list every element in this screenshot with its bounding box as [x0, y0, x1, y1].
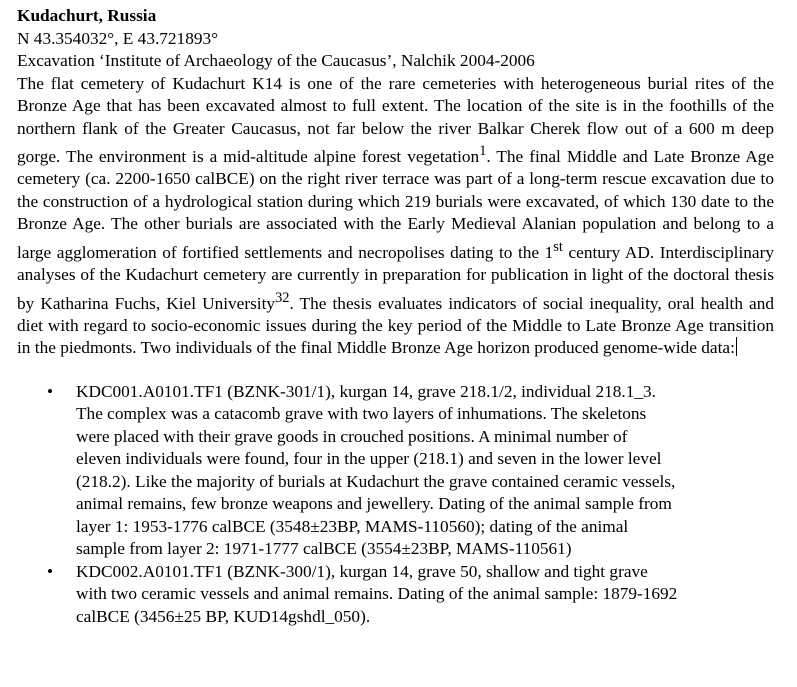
list-item-line: animal remains, few bronze weapons and jewellery. Dating of the animal sample from: [76, 494, 672, 514]
site-coordinates: N 43.354032°, E 43.721893°: [17, 28, 219, 48]
text-cursor: [736, 337, 737, 356]
sample-list: [17, 381, 774, 629]
list-item-line: eleven individuals were found, four in the upper (218.1) and seven in the lower level: [76, 449, 662, 469]
excavation-info: Excavation ‘Institute of Archaeology of the Caucasus’, Nalchik 2004-2006: [17, 51, 535, 70]
paragraph-text: The flat cemetery of Kudachurt K14 is one of the rare cemeteries with heterogeneous burial rites of the Bronze Age that has been excavated almost to full extent. The location of the site is in the foothills of the northern flank of the Greater Caucasus, not far below the river Balkar Cherek flow out of a 600 m deep gorge. The environment is a mid-altitude alpine forest vegetation: [17, 73, 774, 166]
footnote-ref-1: 1: [479, 143, 487, 159]
list-item: [17, 561, 774, 629]
bullet-icon: •: [47, 381, 54, 401]
list-item-line: were placed with their grave goods in crouched positions. A minimal number of: [76, 426, 628, 446]
paragraph-text: . The thesis evaluates indicators of social inequality, oral health and diet with regard to socio-economic issues during the key period of the Middle to Late Bronze Age transition in the piedmonts. Two individuals of the final Middle Bronze Age horizon produced genome-wide data:: [17, 293, 774, 358]
bullet-icon: •: [47, 561, 54, 581]
list-item-line: KDC002.A0101.TF1 (BZNK-300/1), kurgan 14, grave 50, shallow and tight grave: [76, 561, 648, 581]
list-item-line: sample from layer 2: 1971-1777 calBCE (3554±23BP, MAMS-110561): [76, 539, 572, 559]
list-item: [17, 381, 774, 561]
site-title: Kudachurt, Russia: [17, 6, 157, 25]
ordinal-superscript: st: [553, 238, 563, 255]
list-item-line: (218.2). Like the majority of burials at Kudachurt the grave contained ceramic vessels,: [76, 471, 676, 491]
paragraph-text: . The final Middle and Late Bronze Age cemetery (ca. 2200-1650 calBCE) on the right river terrace was part of a long-term rescue excavation due to the construction of a hydrological station during which 219 burials were excavated, of which 130 date to the Bronze Age. The other burials are associated with the Early Medieval Alanian population and belong to a large agglomeration of fortified settlements and necropolises dating to the 1: [17, 146, 774, 262]
main-paragraph[interactable]: [17, 73, 774, 360]
list-item-line: The complex was a catacomb grave with two layers of inhumations. The skeletons: [76, 404, 647, 424]
list-item-line: layer 1: 1953-1776 calBCE (3548±23BP, MAMS-110560); dating of the animal: [76, 516, 629, 536]
footnote-ref-32: 32: [275, 289, 290, 306]
list-item-line: with two ceramic vessels and animal remains. Dating of the animal sample: 1879-1692: [76, 584, 678, 604]
list-item-line: KDC001.A0101.TF1 (BZNK-301/1), kurgan 14, grave 218.1/2, individual 218.1_3.: [76, 381, 656, 401]
paragraph-text: century AD. Interdisciplinary analyses of the Kudachurt cemetery are currently in preparation for publication in light of the doctoral thesis by Katharina Fuchs, Kiel University: [17, 242, 774, 313]
list-item-line: calBCE (3456±25 BP, KUD14gshdl_050).: [76, 606, 371, 626]
